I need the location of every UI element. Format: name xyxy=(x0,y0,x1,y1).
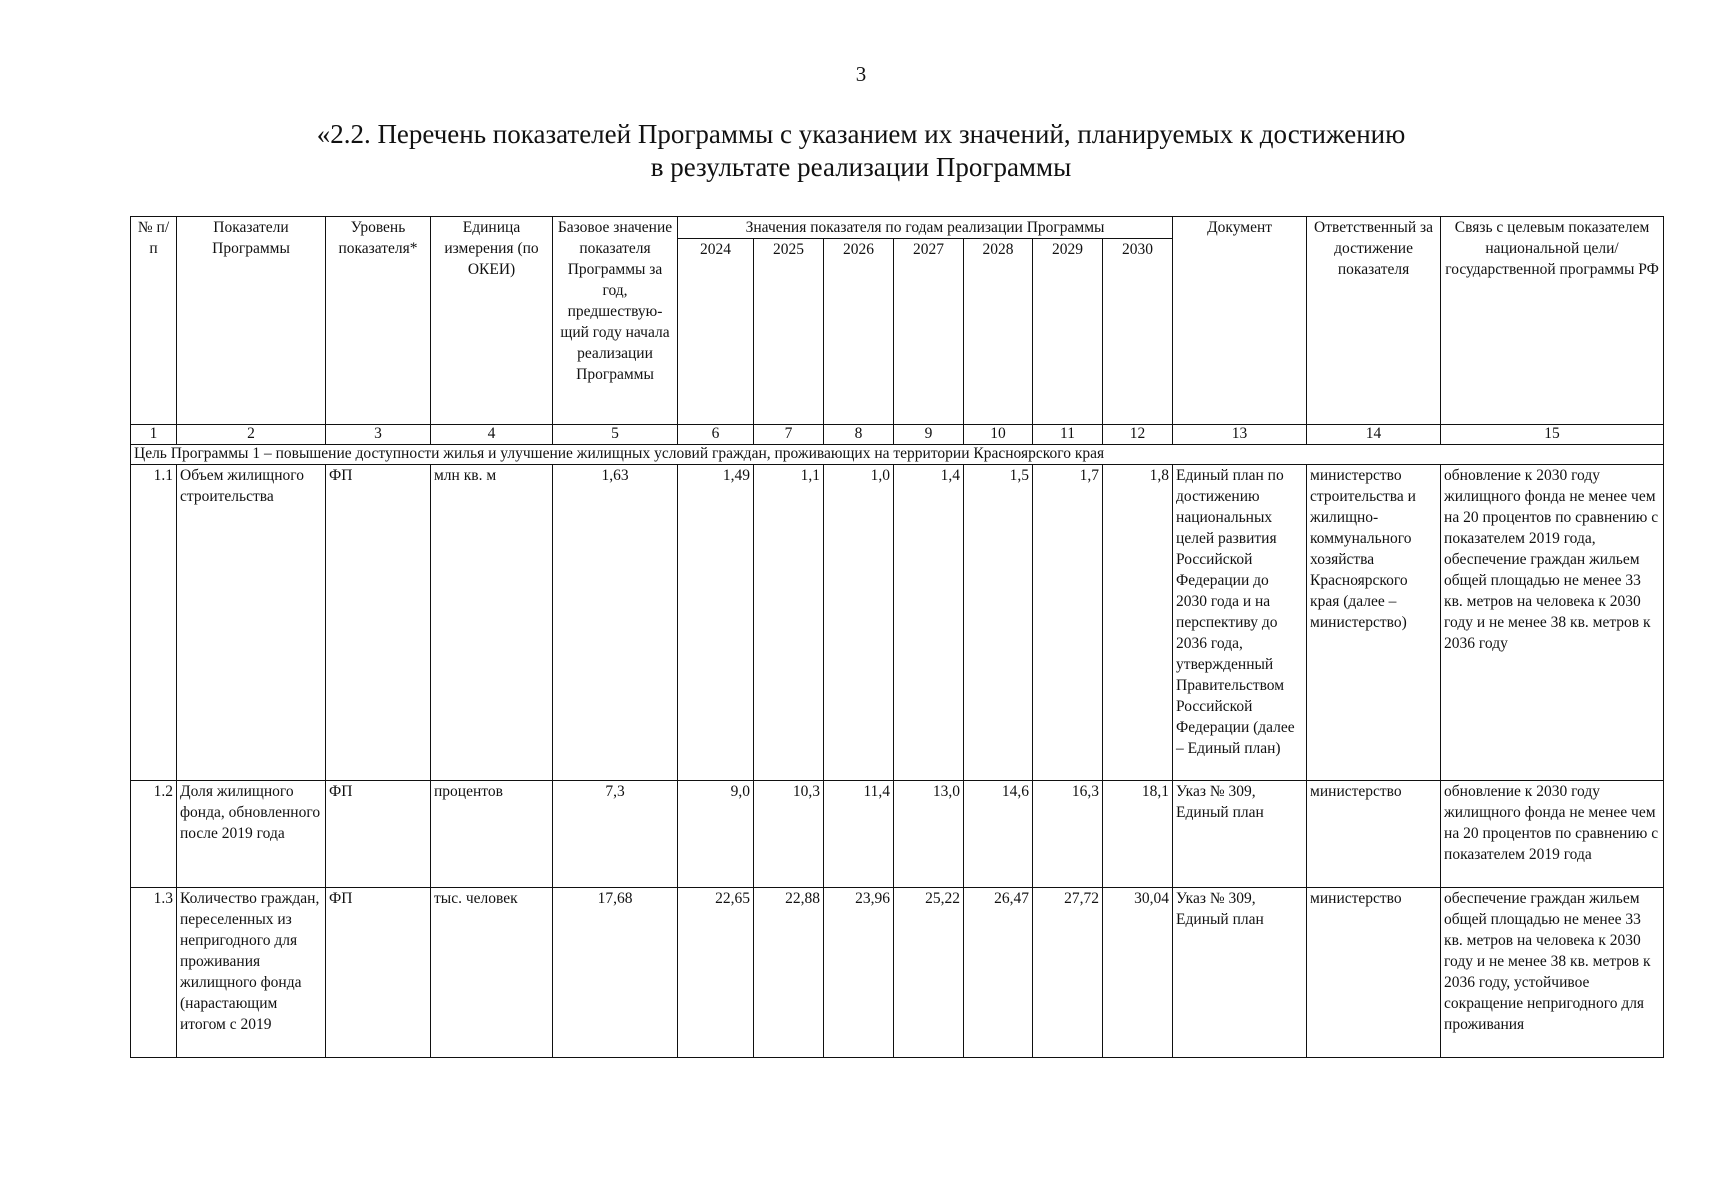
row-document: Указ № 309, Единый план xyxy=(1173,781,1307,888)
row-unit: млн кв. м xyxy=(431,465,553,781)
column-number: 8 xyxy=(824,425,894,445)
column-number: 10 xyxy=(964,425,1033,445)
column-number: 9 xyxy=(894,425,964,445)
header-year: 2025 xyxy=(754,239,824,425)
row-indicator: Объем жилищного строительства xyxy=(177,465,326,781)
row-level: ФП xyxy=(326,888,431,1058)
header-years-group: Значения показателя по годам реализации Программы xyxy=(678,217,1173,239)
header-responsible: Ответственный за достижение показателя xyxy=(1307,217,1441,425)
row-year-value: 16,3 xyxy=(1033,781,1103,888)
header-year: 2030 xyxy=(1103,239,1173,425)
row-link: обновление к 2030 году жилищного фонда не менее чем на 20 процентов по сравнению с показателем 2019 года xyxy=(1441,781,1664,888)
column-number: 2 xyxy=(177,425,326,445)
header-year: 2026 xyxy=(824,239,894,425)
row-indicator: Количество граждан, переселенных из непригодного для проживания жилищного фонда (нарастающим итогом с 2019 xyxy=(177,888,326,1058)
row-num: 1.2 xyxy=(131,781,177,888)
row-year-value: 25,22 xyxy=(894,888,964,1058)
row-num: 1.3 xyxy=(131,888,177,1058)
row-year-value: 1,0 xyxy=(824,465,894,781)
column-number: 5 xyxy=(553,425,678,445)
section-title-line-1: «2.2. Перечень показателей Программы с указанием их значений, планируемых к достижению xyxy=(316,119,1406,149)
column-numbers-row xyxy=(131,425,1664,445)
row-year-value: 18,1 xyxy=(1103,781,1173,888)
row-responsible: министерство xyxy=(1307,888,1441,1058)
header-year: 2029 xyxy=(1033,239,1103,425)
row-responsible: министерство строительства и жилищно-коммунального хозяйства Красноярского края (далее – министерство) xyxy=(1307,465,1441,781)
row-year-value: 23,96 xyxy=(824,888,894,1058)
column-number: 4 xyxy=(431,425,553,445)
row-level: ФП xyxy=(326,781,431,888)
row-unit: процентов xyxy=(431,781,553,888)
table-row xyxy=(131,781,1664,888)
row-unit: тыс. человек xyxy=(431,888,553,1058)
header-link: Связь с целевым показателем национальной цели/государственной программы РФ xyxy=(1441,217,1664,425)
column-number: 3 xyxy=(326,425,431,445)
row-link: обновление к 2030 году жилищного фонда не менее чем на 20 процентов по сравнению с показателем 2019 года, обеспечение граждан жильем общей площадью не менее 33 кв. метров на человека к 2030 году и не менее 38 кв. метров к 2036 году xyxy=(1441,465,1664,781)
row-document: Единый план по достижению национальных целей развития Российской Федерации до 2030 года и на перспективу до 2036 года, утвержденный Правительством Российской Федерации (далее – Единый план) xyxy=(1173,465,1307,781)
row-indicator: Доля жилищного фонда, обновленного после 2019 года xyxy=(177,781,326,888)
row-level: ФП xyxy=(326,465,431,781)
header-year: 2028 xyxy=(964,239,1033,425)
row-year-value: 1,49 xyxy=(678,465,754,781)
row-year-value: 1,1 xyxy=(754,465,824,781)
row-year-value: 10,3 xyxy=(754,781,824,888)
section-title xyxy=(0,118,1722,184)
header-year: 2027 xyxy=(894,239,964,425)
column-number: 14 xyxy=(1307,425,1441,445)
column-number: 7 xyxy=(754,425,824,445)
row-responsible: министерство xyxy=(1307,781,1441,888)
row-year-value: 1,7 xyxy=(1033,465,1103,781)
row-year-value: 13,0 xyxy=(894,781,964,888)
row-year-value: 9,0 xyxy=(678,781,754,888)
header-unit: Единица измерения (по ОКЕИ) xyxy=(431,217,553,425)
row-year-value: 1,4 xyxy=(894,465,964,781)
row-link: обеспечение граждан жильем общей площадью не менее 33 кв. метров на человека к 2030 году и не менее 38 кв. метров к 2036 году, устойчивое сокращение непригодного для проживания xyxy=(1441,888,1664,1058)
header-level: Уровень показателя* xyxy=(326,217,431,425)
row-base-value: 7,3 xyxy=(553,781,678,888)
row-num: 1.1 xyxy=(131,465,177,781)
header-row-1 xyxy=(131,217,1664,239)
page-number: 3 xyxy=(855,62,867,86)
header-num: № п/п xyxy=(131,217,177,425)
row-year-value: 27,72 xyxy=(1033,888,1103,1058)
row-year-value: 14,6 xyxy=(964,781,1033,888)
table-row xyxy=(131,465,1664,781)
indicators-table xyxy=(130,216,1664,1058)
column-number: 13 xyxy=(1173,425,1307,445)
goal-text: Цель Программы 1 – повышение доступности жилья и улучшение жилищных условий граждан, проживающих на территории Красноярского края xyxy=(131,445,1664,465)
row-base-value: 17,68 xyxy=(553,888,678,1058)
column-number: 12 xyxy=(1103,425,1173,445)
goal-row xyxy=(131,445,1664,465)
column-number: 11 xyxy=(1033,425,1103,445)
row-year-value: 30,04 xyxy=(1103,888,1173,1058)
row-year-value: 22,65 xyxy=(678,888,754,1058)
section-title-line-2: в результате реализации Программы xyxy=(650,152,1072,182)
table-row xyxy=(131,888,1664,1058)
header-indicator: Показатели Программы xyxy=(177,217,326,425)
row-year-value: 1,8 xyxy=(1103,465,1173,781)
header-base-value: Базовое значение показателя Программы за год, предшествую-щий году начала реализации Программы xyxy=(553,217,678,425)
column-number: 15 xyxy=(1441,425,1664,445)
row-year-value: 22,88 xyxy=(754,888,824,1058)
row-base-value: 1,63 xyxy=(553,465,678,781)
row-document: Указ № 309, Единый план xyxy=(1173,888,1307,1058)
row-year-value: 11,4 xyxy=(824,781,894,888)
column-number: 6 xyxy=(678,425,754,445)
row-year-value: 1,5 xyxy=(964,465,1033,781)
row-year-value: 26,47 xyxy=(964,888,1033,1058)
header-year: 2024 xyxy=(678,239,754,425)
column-number: 1 xyxy=(131,425,177,445)
header-document: Документ xyxy=(1173,217,1307,425)
